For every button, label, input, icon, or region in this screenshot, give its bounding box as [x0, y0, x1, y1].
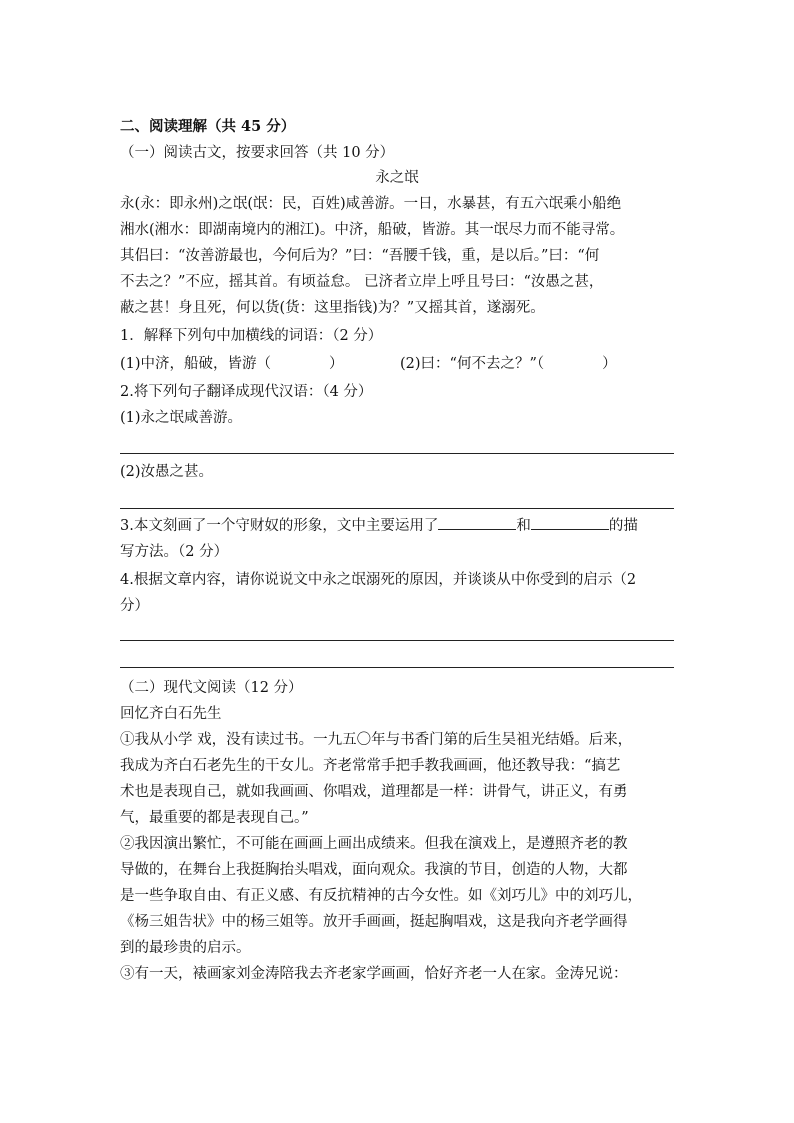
article-title: 回忆齐白石先生 [120, 706, 222, 722]
part-one-title: （一）阅读古文，按要求回答（共 10 分） [120, 145, 395, 161]
article-line: 到的最珍贵的启示。 [120, 940, 251, 956]
passage-title: 永之氓 [375, 170, 419, 186]
question-4-cont: 分） [120, 598, 149, 614]
passage-line: 蔽之甚！身且死，何以货(货：这里指钱)为？”又摇其首，遂溺死。 [120, 300, 545, 316]
section-title: 二、阅读理解（共 45 分） [120, 118, 296, 135]
question-3-cont: 写方法。（2 分） [120, 544, 229, 560]
article-line: 气，最重要的都是表现自己。” [120, 810, 309, 826]
question-3: 3.本文刻画了一个守财奴的形象，文中主要运用了 和 的描 [120, 514, 638, 537]
answer-line[interactable] [120, 667, 674, 668]
passage-line: 不去之？”不应，摇其首。有顷益怠。 已济者立岸上呼且号曰：“汝愚之甚， [120, 274, 604, 290]
answer-blank[interactable] [531, 514, 609, 530]
article-line: 是一些争取自由、有正义感、有反抗精神的古今女性。如《刘巧儿》中的刘巧儿， [120, 888, 642, 904]
question-1-item-2: (2)曰：“何不去之？”（ ） [400, 356, 617, 372]
answer-line[interactable] [120, 453, 674, 454]
passage-line: 湘水(湘水：即湖南境内的湘江)。中济，船破，皆游。其一氓尽力而不能寻常。 [120, 222, 625, 238]
question-4: 4.根据文章内容，请你说说文中永之氓溺死的原因，并谈谈从中你受到的启示（2 [120, 572, 637, 588]
part-two-title: （二）现代文阅读（12 分） [120, 680, 303, 696]
question-2-item-2: (2)汝愚之甚。 [120, 464, 214, 480]
article-line: ②我因演出繁忙，不可能在画画上画出成绩来。但我在演戏上，是遵照齐老的教 [120, 836, 628, 852]
article-line: 术也是表现自己，就如我画画、你唱戏，道理都是一样：讲骨气，讲正义，有勇 [120, 784, 628, 800]
question-1: 1．解释下列句中加横线的词语：（2 分） [120, 328, 383, 344]
article-line: 我成为齐白石老先生的干女儿。齐老常常手把手教我画画，他还教导我：“搞艺 [120, 758, 621, 774]
article-line: ①我从小学 戏，没有读过书。一九五〇年与书香门第的后生吴祖光结婚。后来， [120, 732, 633, 748]
article-line: 导做的，在舞台上我挺胸抬头唱戏，面向观众。我演的节目，创造的人物，大都 [120, 862, 628, 878]
question-2-item-1: (1)永之氓咸善游。 [120, 410, 243, 426]
answer-line[interactable] [120, 508, 674, 509]
answer-blank[interactable] [438, 514, 516, 530]
article-line: ③有一天，裱画家刘金涛陪我去齐老家学画画，恰好齐老一人在家。金涛兄说： [120, 966, 628, 982]
passage-line: 其侣曰：“汝善游最也，今何后为？”曰：“吾腰千钱，重，是以后。”曰：“何 [120, 248, 600, 264]
article-line: 《杨三姐告状》中的杨三姐等。放开手画画，挺起胸唱戏，这是我向齐老学画得 [120, 914, 628, 930]
passage-line: 永(永：即永州)之氓(氓：民，百姓)咸善游。一日，水暴甚，有五六氓乘小船绝 [120, 196, 622, 212]
question-1-item-1: (1)中济，船破，皆游（ ） [120, 356, 344, 372]
answer-line[interactable] [120, 640, 674, 641]
question-2: 2.将下列句子翻译成现代汉语：（4 分） [120, 384, 373, 400]
